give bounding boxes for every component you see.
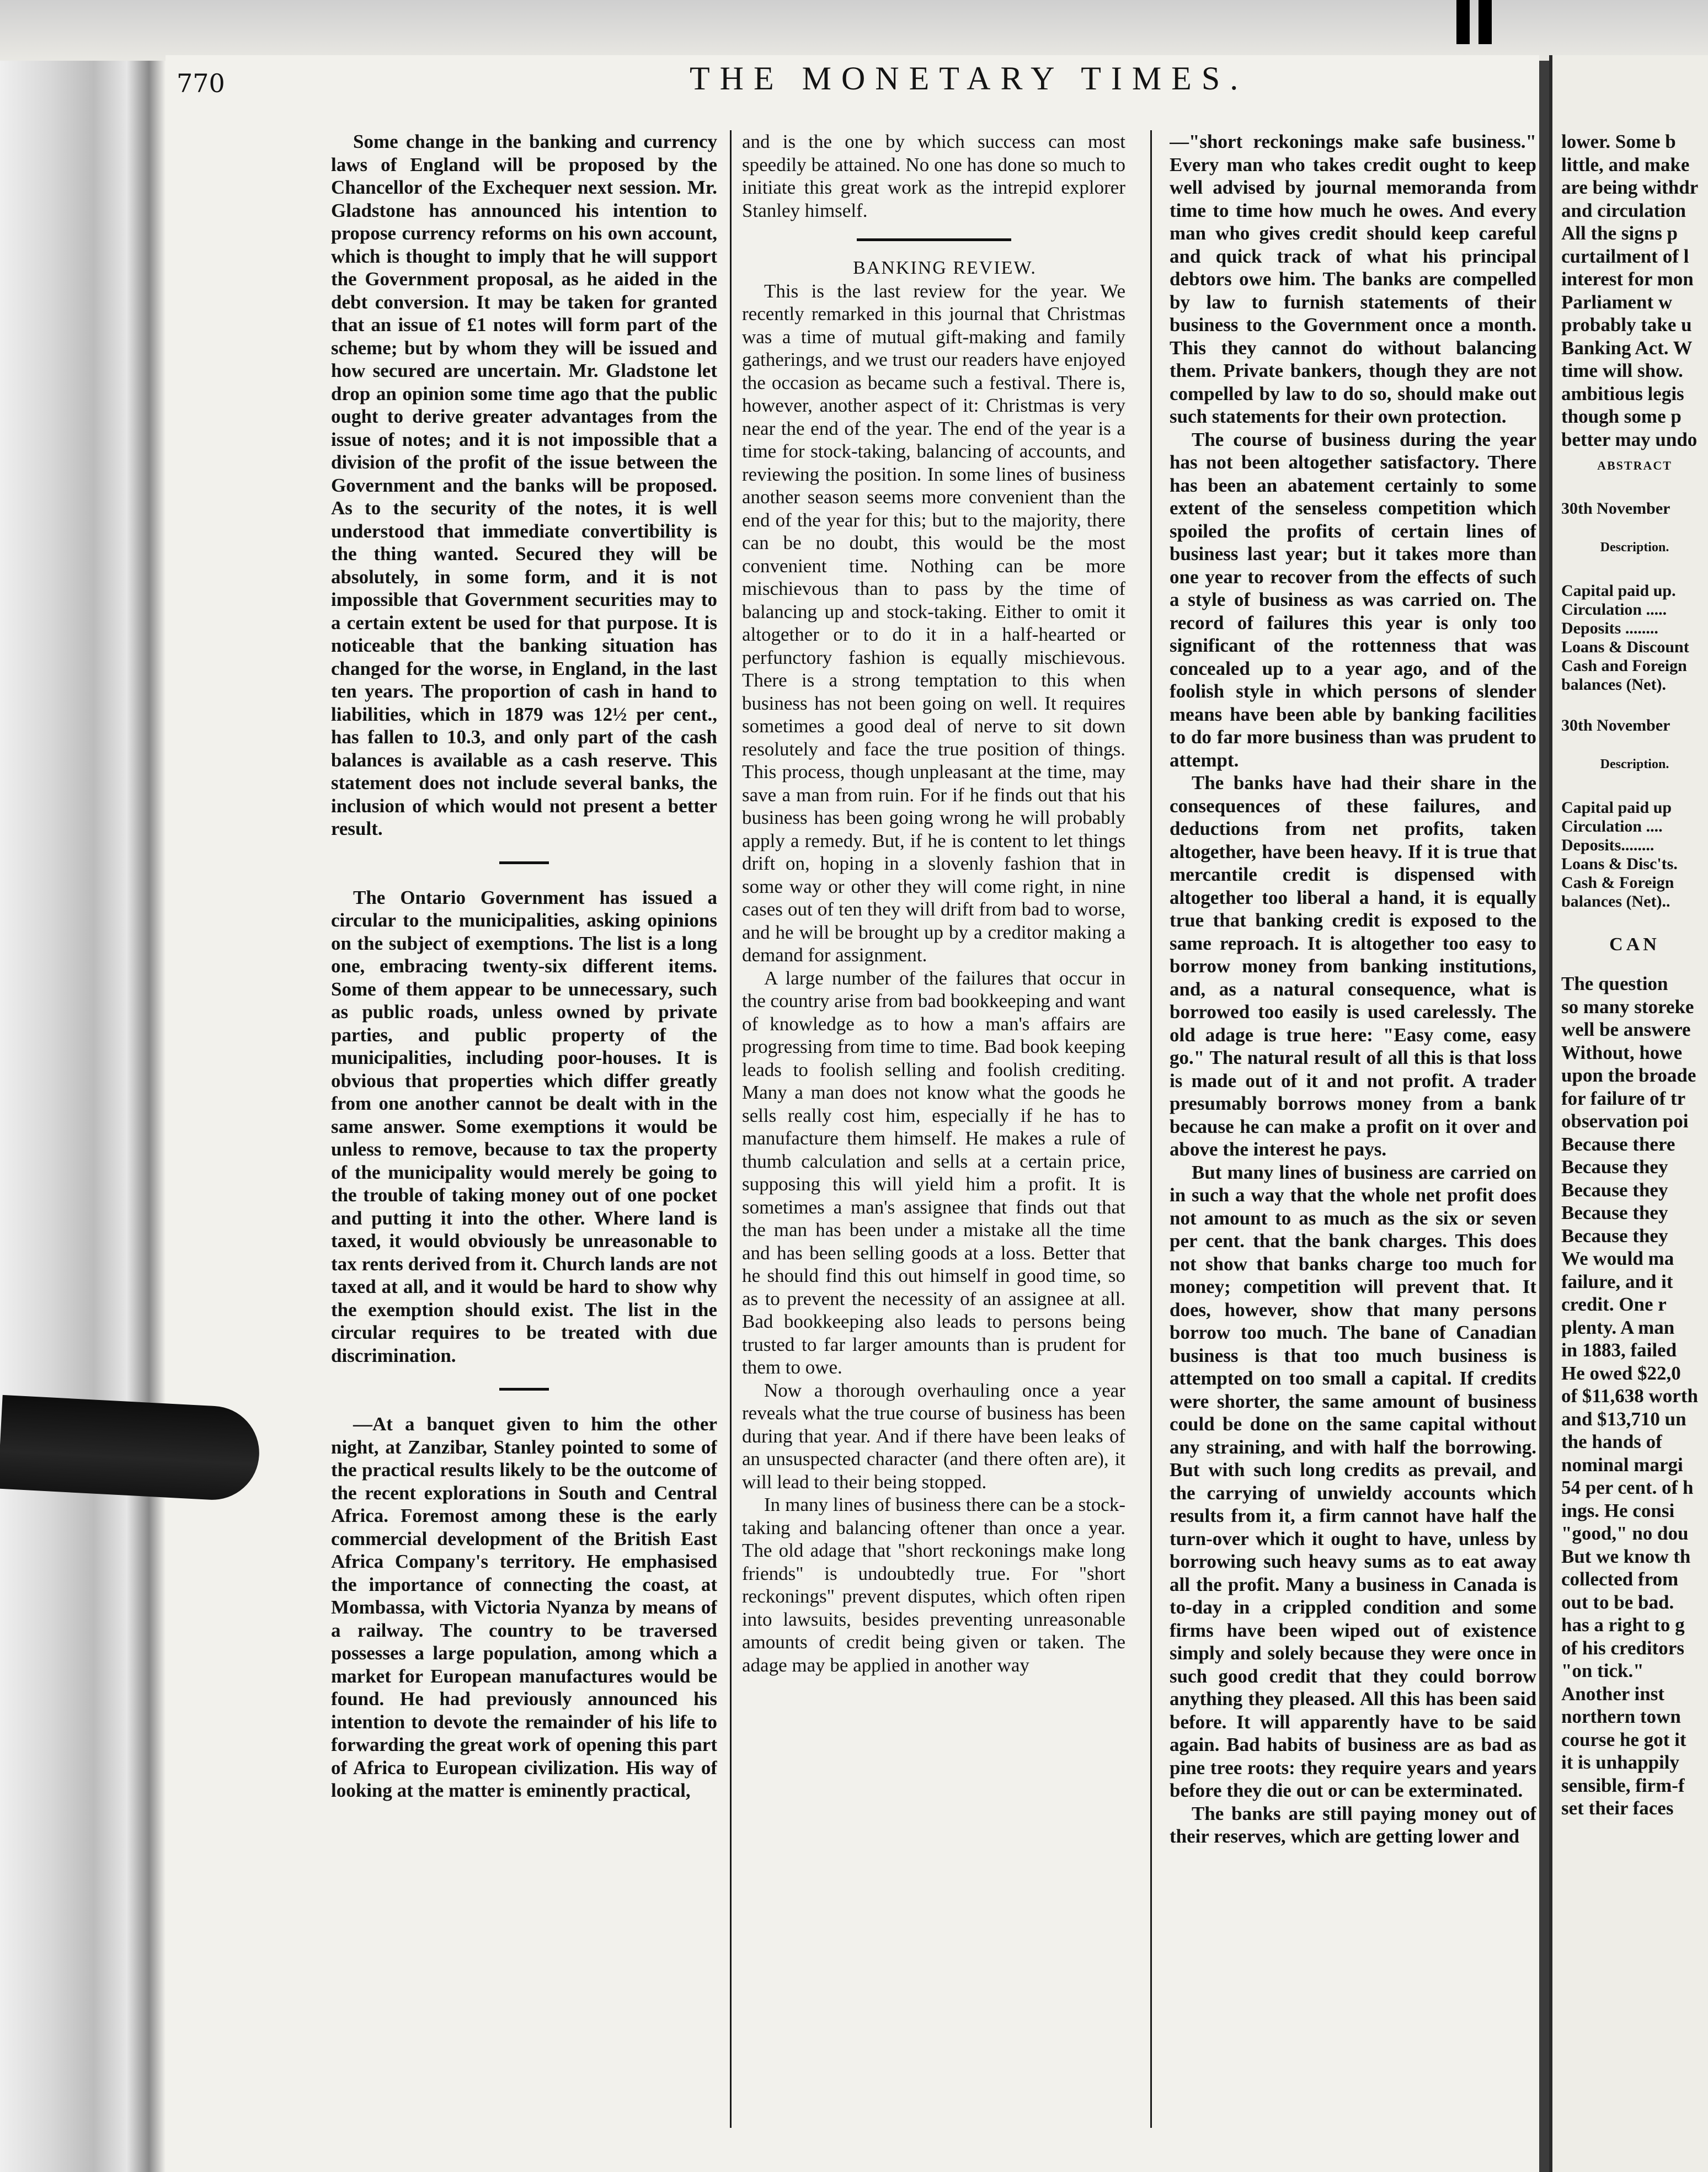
text-line: Because they (1561, 1179, 1668, 1201)
text-line: set their faces (1561, 1797, 1674, 1819)
text-line: Capital paid up (1561, 798, 1672, 817)
column-rule (730, 130, 732, 2128)
text-line: out to be bad. (1561, 1591, 1674, 1613)
table1-description: Description. (1600, 540, 1669, 555)
top-lines (1561, 130, 1708, 451)
text-line: it is unhappily (1561, 1752, 1679, 1773)
article-paragraph: The Ontario Government has issued a circular to the municipalities, asking opinions on the subject of exemptions. The list is a long one, embracing twenty-six different items. Some of them appear to be unnecessary, such as public roads, unless owned by private parties, and public property of the municipalities, including poor-houses. It is obvious that properties which differ greatly from one another cannot be dealt with in the same answer. Some exemptions it would be unless to remove, because to tax the property of the municipality would merely be going to the trouble of taking money out of one pocket and putting it into the other. Where land is taxed, it would obviously be unreasonable to tax rents derived from it. Church lands are not taxed at all, and it would be hard to show why the exemption should exist. The list in the circular requires to be treated with due discrimination. (331, 886, 717, 1366)
text-line: upon the broade (1561, 1064, 1696, 1086)
section-heading: CAN (1609, 934, 1660, 955)
text-line: and $13,710 un (1561, 1408, 1686, 1430)
text-line: Cash & Foreign (1561, 873, 1674, 892)
text-line: failure, and it (1561, 1270, 1673, 1292)
text-line: Because they (1561, 1156, 1668, 1178)
text-line: plenty. A man (1561, 1316, 1675, 1338)
table2-heading: 30th November (1561, 716, 1670, 734)
text-line: so many storeke (1561, 996, 1694, 1018)
article-paragraph: The banks are still paying money out of their reserves, which are getting lower and (1170, 1802, 1536, 1847)
text-line: little, and make (1561, 153, 1690, 175)
article-paragraph: —"short reckonings make safe business." Every man who takes credit ought to keep well advised by journal memoranda from time to time how much he owes. And every man who gives credit should keep careful and quick track of what his principal debtors owe him. The banks are compelled by law to furnish statements of their business to the Government once a month. This they cannot do without balancing them. Private bankers, though they are not compelled by law to do so, should make out such statements for their own protection. (1170, 131, 1536, 427)
text-line: in 1883, failed (1561, 1339, 1677, 1361)
text-line: All the signs p (1561, 222, 1678, 244)
text-line: 54 per cent. of h (1561, 1477, 1694, 1498)
article-paragraph: The banks have had their share in the consequences of these failures, and deductions from net profits, taken altogether, have been heavy. If it is true that mercantile credit is dispensed with altogether too liberal a hand, it is equally true that banking credit is exposed to the same reproach. It is altogether too easy to borrow money from banking institutions, and, as a natural consequence, what is borrowed too easily is used carelessly. The old adage is true here: "Easy come, easy go." The natural result of all this is that loss is made out of it and not profit. A trader presumably borrows money from a bank because he can make a profit on it over and above the interest he pays. (1170, 772, 1536, 1160)
table1-heading: 30th November (1561, 499, 1670, 518)
section-divider (857, 238, 1011, 241)
column-3 (1170, 130, 1536, 2139)
text-line: probably take u (1561, 314, 1692, 336)
text-line: "good," no dou (1561, 1522, 1689, 1544)
text-line: credit. One r (1561, 1293, 1667, 1315)
section-heading: BANKING REVIEW. (853, 258, 1037, 278)
article-paragraph: The course of business during the year has not been altogether satisfactory. There has been an abatement certainly to some extent of the senseless competition which spoiled the profits of certain lines of business last year; but it takes more than one year to recover from the effects of such a style of business as was carried on. The record of failures this year is only too significant of the rottenness that was concealed up to a year ago, and of the foolish style in which persons of slender means have been able by banking facilities to do far more business than was prudent to attempt. (1170, 428, 1536, 771)
text-line: interest for mon (1561, 268, 1694, 290)
article-paragraph: —At a banquet given to him the other night, at Zanzibar, Stanley pointed to some of the practical results likely to be the outcome of the recent explorations in South and Central Africa. Foremost among these is the early commercial development of the British East Africa Company's territory. He emphasised the importance of connecting the coast, at Mombassa, with Victoria Nyanza by means of a railway. The country to be traversed possesses a large population, among which a market for European manufactures would be found. He had previously announced his intention to devote the remainder of his life to forwarding the great work of opening this part of Africa to European civilization. His way of looking at the matter is eminently practical, (331, 1413, 717, 1801)
microfilm-margin-left (0, 0, 166, 2172)
text-line: though some p (1561, 406, 1682, 427)
column-2 (742, 130, 1125, 2139)
table2-description: Description. (1600, 757, 1669, 771)
text-line: Deposits........ (1561, 835, 1654, 854)
section-divider (499, 1388, 549, 1391)
text-line: has a right to g (1561, 1614, 1685, 1636)
text-line: Another inst (1561, 1683, 1665, 1705)
microfilm-margin-top (0, 0, 1708, 61)
text-line: balances (Net).. (1561, 892, 1670, 911)
text-line: ambitious legis (1561, 382, 1684, 404)
finger-shadow (0, 1395, 261, 1502)
text-line: Loans & Discount (1561, 637, 1689, 656)
text-line: Capital paid up. (1561, 581, 1676, 600)
article-paragraph: But many lines of business are carried on in such a way that the whole net profit does not amount to as much as the six or seven per cent. that the bank charges. This does not show that banks charge too much for money; competition will prevent that. It does, however, show that many persons borrow too much. The bane of Canadian business is that too much business is attempted on too small a capital. If credits were shorter, the same amount of business could be done on the same capital without any straining, and with half the borrowing. But with such long credits as prevail, and the carrying of unwieldy accounts which results from it, a firm cannot have half the turn-over which it ought to have, unless by borrowing such heavy sums as to eat away all the profit. Many a business in Canada is to-day in a crippled condition and some firms have been wiped out of existence simply and solely because they were once in such good credit that they could borrow anything they pleased. All this has been said before. It will apparently have to be said again. Bad habits of business are as bad as pine tree roots: they require years and years before they die out or can be exterminated. (1170, 1161, 1536, 1801)
text-line: the hands of (1561, 1431, 1662, 1452)
text-line: of his creditors (1561, 1637, 1684, 1659)
text-line: Without, howe (1561, 1041, 1683, 1063)
table2-rows (1561, 798, 1708, 911)
column-rule (1150, 130, 1152, 2128)
text-line: Because they (1561, 1225, 1668, 1247)
article-paragraph: A large number of the failures that occur in the country arise from bad bookkeeping and want of knowledge as to how a man's affairs are progressing from time to time. Bad book keeping leads to foolish selling and foolish crediting. Many a man does not know what the goods he sells really cost him, especially if he has to manufacture them himself. He makes a rule of thumb calculation and sells at a certain price, supposing this will yield him a profit. It is sometimes a man's assignee that finds out that the man has been under a mistake all the time and has been selling goods at a loss. Better that he should find this out himself in good time, so as to prevent the necessity of an assignee at all. Bad bookkeeping also leads to persons being trusted to far larger amounts than is prudent for them to owe. (742, 967, 1125, 1378)
text-line: of $11,638 worth (1561, 1385, 1698, 1407)
text-line: Loans & Disc'ts. (1561, 854, 1678, 873)
article-paragraph: Some change in the banking and currency laws of England will be proposed by the Chancellor of the Exchequer next session. Mr. Gladstone has announced his intention to propose currency reforms on his own account, which is thought to imply that he will support the Government proposal, as he aided in the debt conversion. It may be taken for granted that an issue of £1 notes will form part of the scheme; but by whom they will be issued and how secured are uncertain. Mr. Gladstone let drop an opinion some time ago that the public ought to derive greater advantages from the issue of notes; and it is not impossible that a division of the profit of the issue between the Government and the banks will be proposed. As to the security of the notes, it is well understood that immediate convertibility is the thing wanted. Secured they will be absolutely, in some form, and it is not impossible that Government securities may to a certain extent be used for that purpose. It is noticeable that the banking situation has changed for the worse, in England, in the last ten years. The proportion of cash in hand to liabilities, which in 1879 was 12½ per cent., has fallen to 10.3, and only part of the cash balances is available as a cash reserve. This statement does not include several banks, the inclusion of which would not present a better result. (331, 131, 717, 839)
text-line: Circulation .... (1561, 817, 1663, 835)
text-line: lower. Some b (1561, 131, 1676, 152)
text-line: and circulation (1561, 199, 1686, 221)
text-line: curtailment of l (1561, 245, 1689, 267)
page-number: 770 (177, 68, 225, 98)
text-line: nominal margi (1561, 1454, 1683, 1476)
text-line: ings. He consi (1561, 1499, 1675, 1521)
abstract-label: ABSTRACT (1597, 459, 1672, 472)
text-line: are being withdr (1561, 177, 1699, 198)
text-line: northern town (1561, 1706, 1681, 1727)
text-line: Parliament w (1561, 291, 1673, 313)
text-line: Cash and Foreign (1561, 656, 1687, 675)
text-line: Circulation ..... (1561, 600, 1667, 619)
bottom-lines (1561, 972, 1708, 1820)
text-line: Banking Act. W (1561, 337, 1693, 359)
film-mark (1479, 0, 1492, 44)
article-paragraph: This is the last review for the year. We recently remarked in this journal that Christmas was a time of mutual gift-making and family gatherings, and we trust our readers have enjoyed the occasion as became such a festival. There is, however, another aspect of it: Christmas is very near the end of the year. The end of the year is a time for stock-taking, balancing of accounts, and reviewing the position. In some lines of business another season seems more convenient than the end of the year for this; but to the majority, there can be no doubt, this would be the most convenient time. Nothing can be more mischievous than to pass by the time of balancing up and stock-taking. Either to omit it altogether or to do it in a half-hearted or perfunctory fashion is equally mischievous. There is a strong temptation to this when business has not been going on well. It requires sometimes a good deal of nerve to sit down resolutely and face the true position of things. This process, though unpleasant at the time, may save a man from ruin. For if he finds out that his business has been going wrong he will probably apply a remedy. But, if he is content to let things drift on, hoping in a slovenly fashion that in some way or other they will come right, in nine cases out of ten they will drift from bad to worse, and he will be brought up by a creditor making a demand for assignment. (742, 280, 1125, 966)
text-line: balances (Net). (1561, 675, 1666, 694)
text-line: better may undo (1561, 428, 1698, 450)
text-line: course he got it (1561, 1728, 1686, 1750)
column-4-facing-page (1561, 130, 1708, 2139)
article-paragraph: Now a thorough overhauling once a year reveals what the true course of business has been during that year. And if there have been leaks of an unsuspected character (and there often are), it will lead to their being stopped. (742, 1379, 1125, 1493)
text-line: We would ma (1561, 1248, 1674, 1269)
text-line: Deposits ........ (1561, 619, 1658, 637)
text-line: for failure of tr (1561, 1087, 1686, 1109)
text-line: Because they (1561, 1202, 1668, 1223)
text-line: He owed $22,0 (1561, 1362, 1681, 1384)
text-line: well be answere (1561, 1019, 1691, 1040)
section-divider (499, 861, 549, 864)
column-1 (331, 130, 717, 2139)
text-line: time will show. (1561, 360, 1683, 381)
film-mark (1456, 0, 1470, 44)
text-line: Because there (1561, 1133, 1675, 1155)
text-line: sensible, firm-f (1561, 1774, 1685, 1796)
text-line: But we know th (1561, 1545, 1691, 1567)
text-line: collected from (1561, 1568, 1679, 1590)
table1-rows (1561, 582, 1708, 694)
text-line: observation poi (1561, 1110, 1689, 1132)
article-paragraph: and is the one by which success can most speedily be attained. No one has done so much to initiate this great work as the intrepid explorer Stanley himself. (742, 131, 1125, 221)
text-line: "on tick." (1561, 1660, 1644, 1681)
article-paragraph: In many lines of business there can be a stock-taking and balancing oftener than once a year. The old adage that "short reckonings make long friends" is undoubtedly true. For "short reckonings" prevent disputes, which often ripen into lawsuits, besides preventing unreasonable amounts of credit being given or taken. The adage may be applied in another way (742, 1494, 1125, 1676)
masthead-title: THE MONETARY TIMES. (690, 60, 1248, 97)
text-line: The question (1561, 973, 1668, 994)
